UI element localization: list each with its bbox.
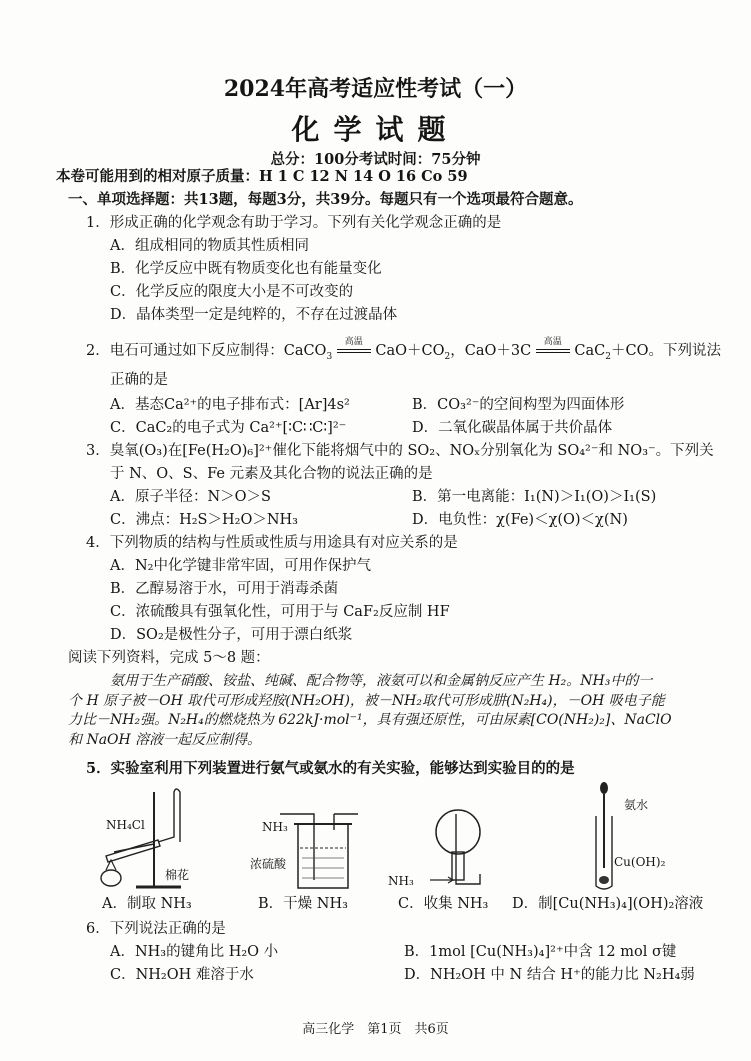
q5-stem: 5．实验室利用下列装置进行氨气或氨水的有关实验，能够达到实验目的的是 — [86, 760, 575, 777]
q2-option-a: A．基态Ca²⁺的电子排布式：[Ar]4s² — [110, 397, 350, 413]
reading-passage — [68, 672, 706, 750]
q1-option-d: D．晶体类型一定是纯粹的，不存在过渡晶体 — [110, 307, 398, 323]
q4-option-d: D．SO₂是极性分子，可用于漂白纸浆 — [110, 627, 353, 643]
label-nh3-arrow: NH₃ — [262, 820, 288, 834]
q4-option-b: B．乙醇易溶于水，可用于消毒杀菌 — [110, 581, 339, 597]
q5-option-a: A．制取 NH₃ — [102, 896, 192, 912]
passage-line: 和 NaOH 溶液一起反应制得。 — [68, 731, 262, 748]
q6-option-b: B．1mol [Cu(NH₃)₄]²⁺中含 12 mol σ键 — [404, 944, 677, 960]
q2-arrow-2-cond: 高温 — [543, 337, 562, 347]
section-heading: 一、单项选择题：共13题，每题3分，共39分。每题只有一个选项最符合题意。 — [68, 191, 583, 208]
label-conc-acid: 浓硫酸 — [250, 857, 287, 871]
q2-eq2-lhs: ，CaO＋3C — [450, 343, 532, 359]
q2-stem: 2．电石可通过如下反应制得：CaCO$_3$ 高温 $CaO+CO_2$，CaO＋3C 高温 CaC$_2$＋CO。下列说法 — [86, 342, 721, 366]
q6-option-c: C．NH₂OH 难溶于水 — [110, 967, 254, 983]
q4-option-a: A．N₂中化学键非常牢固，可用作保护气 — [110, 558, 371, 574]
q2-eq2-rhs: CaC — [574, 343, 606, 359]
q2-arrow-1 — [337, 337, 371, 360]
passage-line: 氨用于生产硝酸、铵盐、纯碱、配合物等，液氨可以和金属钠反应产生 H₂。NH₃中的一 — [110, 673, 653, 689]
label-cotton: 棉花 — [165, 868, 190, 882]
q5-option-b: B．干燥 NH₃ — [258, 896, 348, 912]
q3-option-d: D．电负性：χ(Fe)＜χ(O)＜χ(N) — [412, 512, 628, 528]
label-nh4cl: NH₄Cl — [106, 818, 145, 832]
q2-stem-line2: 正确的是 — [110, 372, 168, 388]
q5-option-d: D．制[Cu(NH₃)₄](OH)₂溶液 — [512, 896, 704, 912]
q5-option-c: C．收集 NH₃ — [398, 896, 489, 912]
q2-arrow-1-cond: 高温 — [344, 337, 363, 347]
q6-option-a: A．NH₃的键角比 H₂O 小 — [110, 944, 279, 960]
q3-option-a: A．原子半径：N＞O＞S — [110, 489, 271, 505]
q1-option-a: A．组成相同的物质其性质相同 — [110, 238, 309, 254]
exam-title: 2024年高考适应性考试（一） — [223, 76, 528, 102]
q4-stem: 4．下列物质的结构与性质或性质与用途具有对应关系的是 — [86, 535, 458, 551]
q1-option-c: C．化学反应的限度大小是不可改变的 — [110, 284, 354, 300]
subject-title: 化学试题 — [291, 113, 460, 146]
q1-option-b: B．化学反应中既有物质变化也有能量变化 — [110, 261, 382, 277]
q3-option-c: C．沸点：H₂S＞H₂O＞NH₃ — [110, 512, 298, 528]
atomic-mass-line: 本卷可能用到的相对原子质量：H 1 C 12 N 14 O 16 Co 59 — [56, 168, 468, 185]
q3-option-b: B．第一电离能：I₁(N)＞I₁(O)＞I₁(S) — [412, 489, 657, 505]
q2-eq1-rhs: CaO＋CO — [375, 343, 445, 359]
passage-line: 个 H 原子被－OH 取代可形成羟胺(NH₂OH)，被－NH₂取代可形成肼(N₂H₄)，－OH 吸电子能 — [68, 692, 665, 709]
q2-stem-post: ＋CO。下列说法 — [611, 343, 721, 359]
exam-meta: 总分：100分考试时间：75分钟 — [270, 151, 481, 168]
label-cuoh2: Cu(OH)₂ — [614, 855, 666, 869]
label-ammonia-water: 氨水 — [624, 798, 649, 812]
q4-option-c: C．浓硫酸具有强氧化性，可用于与 CaF₂反应制 HF — [110, 604, 450, 620]
q2-option-c: C．CaC₂的电子式为 Ca²⁺[∶C∷C∶]²⁻ — [110, 420, 347, 436]
q6-stem: 6．下列说法正确的是 — [86, 921, 226, 937]
page-footer: 高三化学 第1页 共6页 — [302, 1022, 449, 1037]
q2-stem-pre: 2．电石可通过如下反应制得：CaCO — [86, 343, 327, 359]
q1-stem: 1．形成正确的化学观念有助于学习。下列有关化学观念正确的是 — [86, 215, 502, 231]
q2-arrow-2 — [536, 337, 570, 360]
q3-stem: 3．臭氧(O₃)在[Fe(H₂O)₆]²⁺催化下能将烟气中的 SO₂、NOₓ分别氧化为 SO₄²⁻和 NO₃⁻。下列关 — [86, 443, 714, 459]
q2-option-d: D．二氧化碳晶体属于共价晶体 — [412, 420, 613, 436]
reading-intro: 阅读下列资料，完成 5～8 题： — [68, 650, 270, 666]
q2-option-b: B．CO₃²⁻的空间构型为四面体形 — [412, 397, 625, 413]
q3-stem-line2: 于 N、O、S、Fe 元素及其化合物的说法正确的是 — [110, 466, 433, 482]
label-nh3-in: NH₃ — [388, 874, 414, 888]
q6-option-d: D．NH₂OH 中 N 结合 H⁺的能力比 N₂H₄弱 — [404, 967, 695, 983]
passage-line: 力比－NH₂强。N₂H₄的燃烧热为 622kJ·mol⁻¹，具有强还原性，可由尿素[CO(NH₂)₂]、NaClO — [68, 712, 672, 728]
apparatus-d-diagram — [592, 776, 632, 894]
apparatus-c-diagram — [420, 800, 510, 892]
apparatus-b-diagram — [280, 808, 360, 890]
apparatus-a-diagram — [96, 782, 206, 892]
